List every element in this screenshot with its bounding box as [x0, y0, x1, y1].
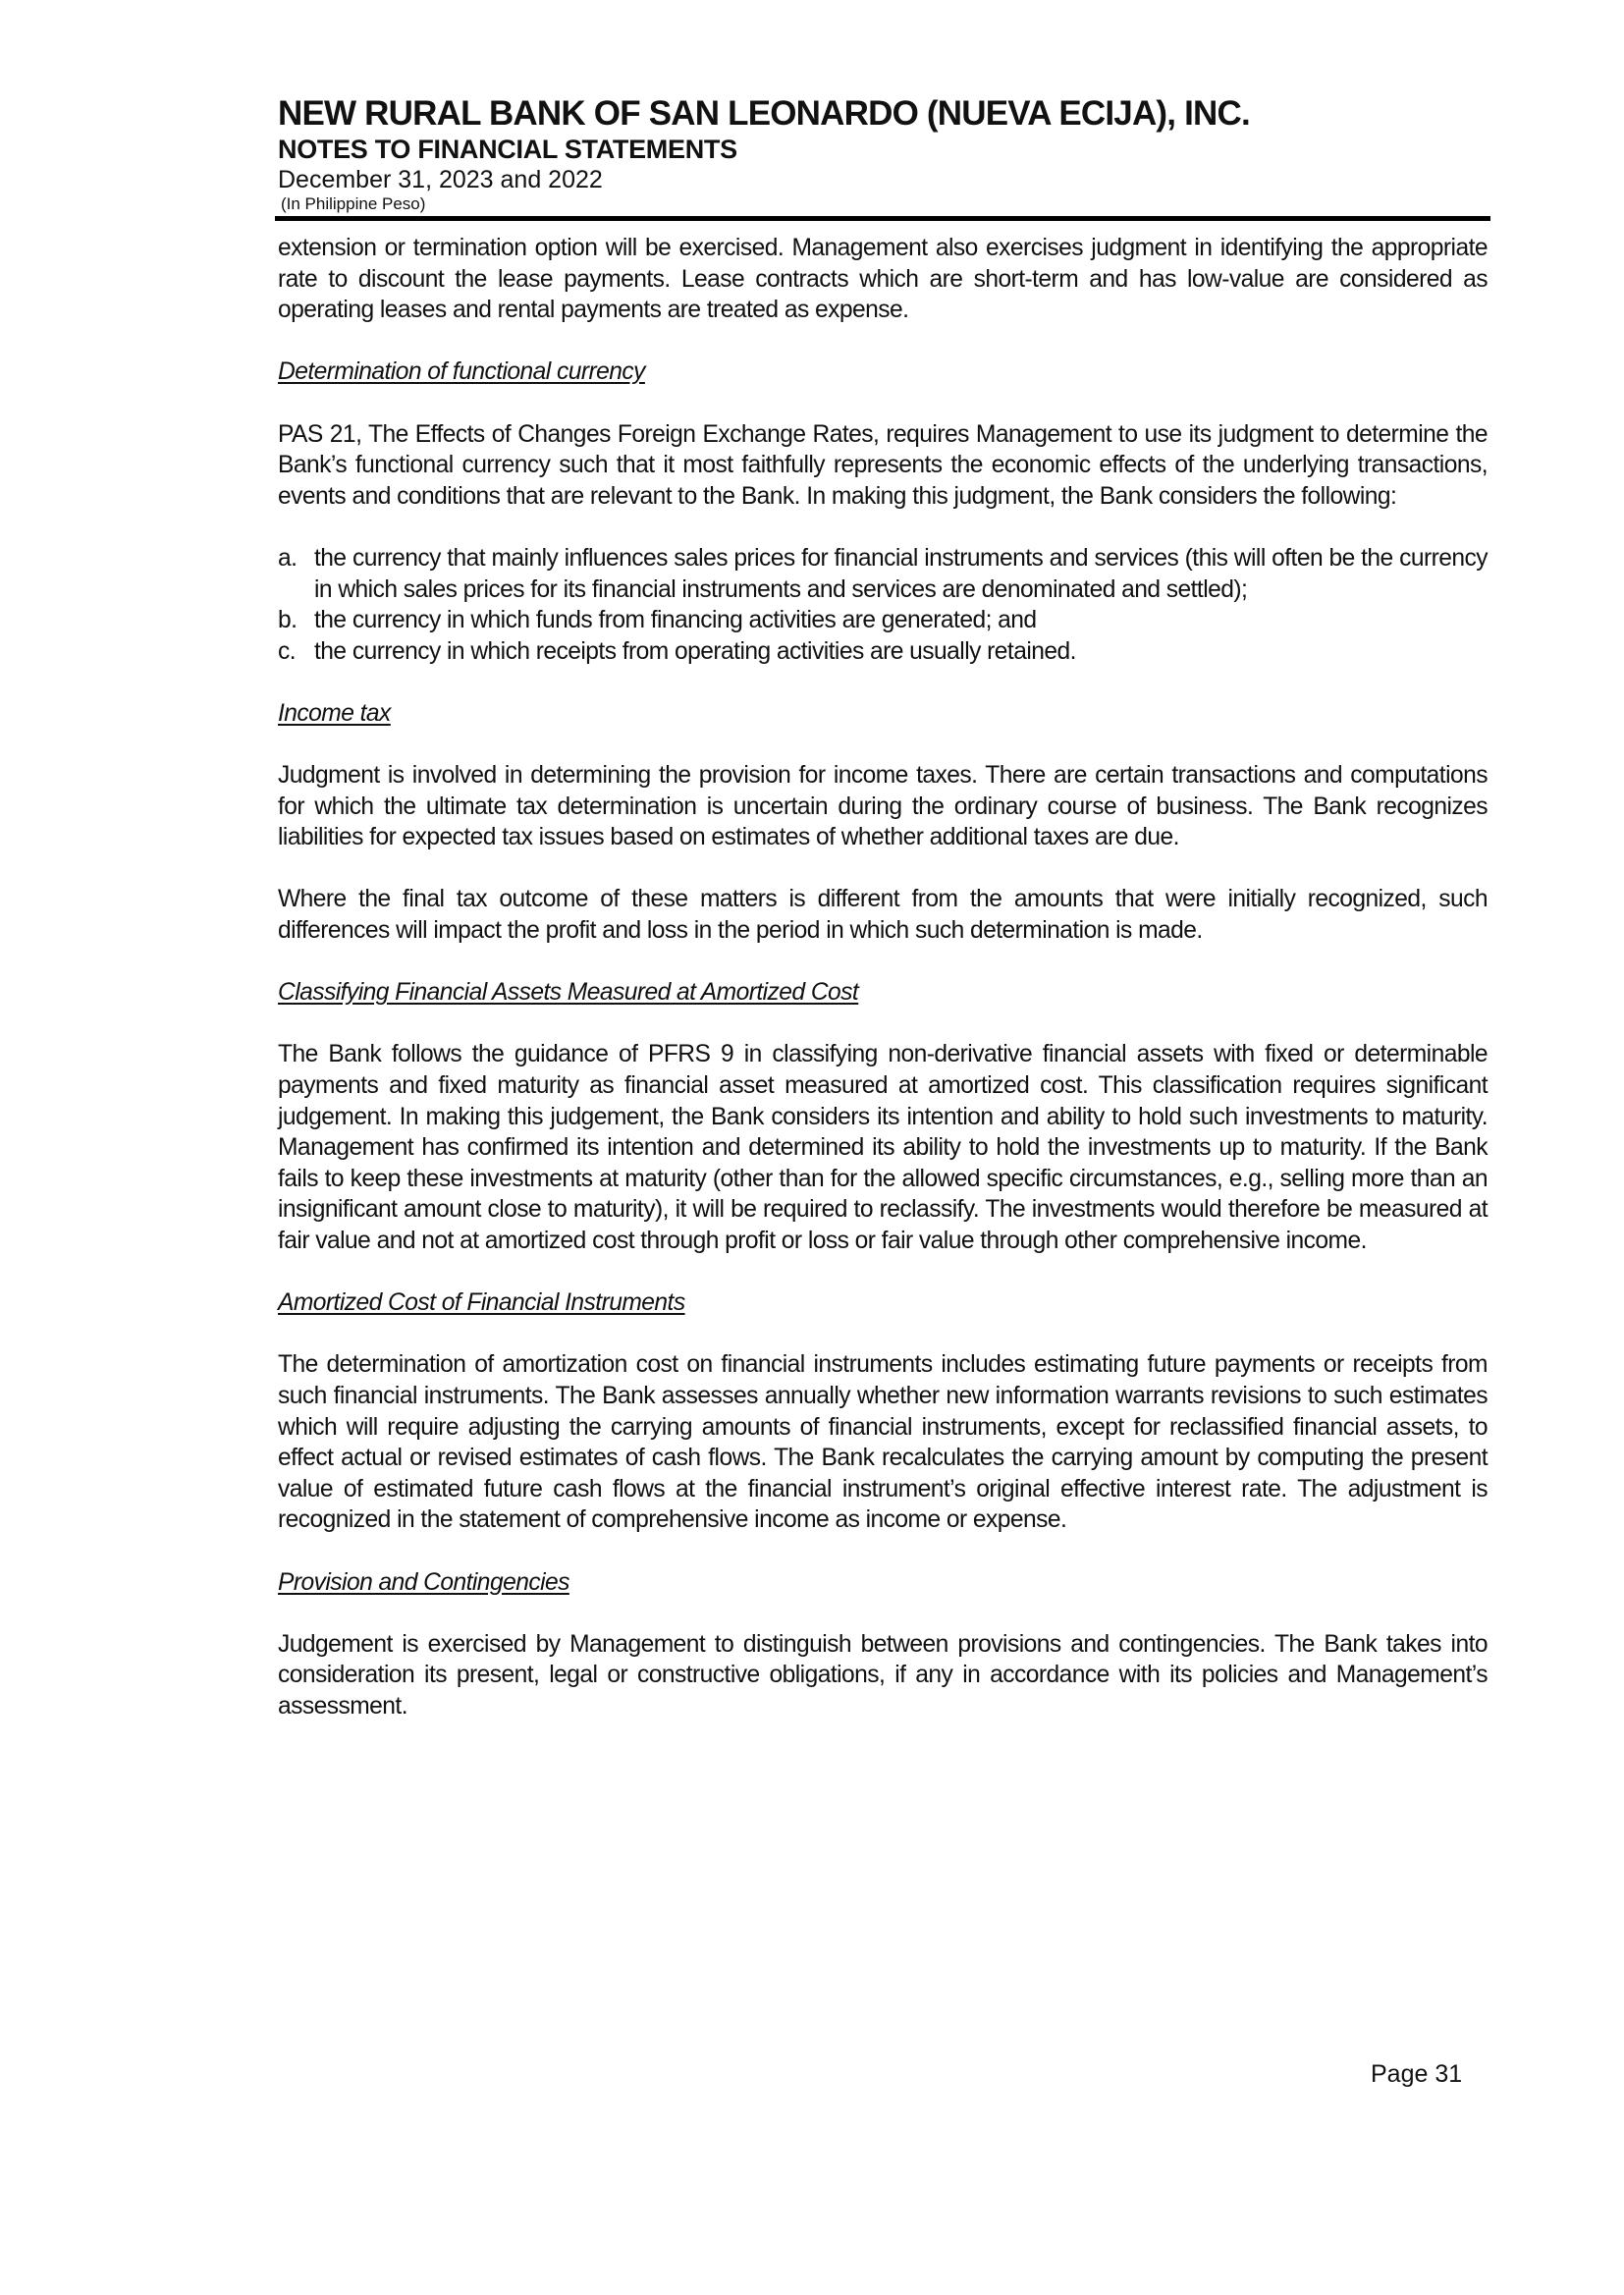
list-marker: c.: [278, 637, 297, 665]
document-title: NOTES TO FINANCIAL STATEMENTS: [278, 135, 737, 164]
section-heading: Amortized Cost of Financial Instruments: [278, 1289, 685, 1317]
document-page: [278, 94, 1488, 1753]
section-provision-contingencies: [278, 1567, 1488, 1722]
document-body: [278, 233, 1488, 1722]
page-number: Page 31: [1371, 2060, 1463, 2088]
currency-note: (In Philippine Peso): [281, 194, 426, 213]
list-text: the currency that mainly influences sales prices for financial instruments and services (this will often be the currency in which sales prices for its financial instruments and services are denominated and settled);: [314, 544, 1488, 603]
section-heading: Classifying Financial Assets Measured at Amortized Cost: [278, 979, 859, 1007]
document-header: [278, 94, 1488, 221]
section-paragraph: The Bank follows the guidance of PFRS 9 in classifying non-derivative financial assets with fixed or determinable payments and fixed maturity as financial asset measured at amortized cost. This classification requires significant judgement. In making this judgement, the Bank considers its intention and ability to hold such investments to maturity. Management has confirmed its intention and determined its ability to hold the investments up to maturity. If the Bank fails to keep these investments at maturity (other than for the allowed specific circumstances, e.g., selling more than an insignificant amount close to maturity), it will be required to reclassify. The investments would therefore be measured at fair value and not at amortized cost through profit or loss or fair value through other comprehensive income.: [278, 1041, 1488, 1254]
list-item: [278, 636, 1488, 668]
section-amortized-cost: [278, 1287, 1488, 1536]
list-item: [278, 605, 1488, 636]
section-paragraph: Judgment is involved in determining the provision for income taxes. There are certain transactions and computations for which the ultimate tax determination is uncertain during the ordinary course of business. The Bank recognizes liabilities for expected tax issues based on estimates of whether additional taxes are due.: [278, 762, 1488, 851]
header-divider: [275, 216, 1490, 221]
list-text: the currency in which funds from financing activities are generated; and: [314, 607, 1037, 634]
list-item: [278, 543, 1488, 605]
list-text: the currency in which receipts from operating activities are usually retained.: [314, 637, 1076, 665]
section-income-tax: [278, 698, 1488, 947]
section-classifying-financial-assets: [278, 977, 1488, 1256]
section-paragraph: The determination of amortization cost on financial instruments includes estimating future payments or receipts from such financial instruments. The Bank assesses annually whether new information warrants revisions to such estimates which will require adjusting the carrying amounts of financial instruments, except for reclassified financial assets, to effect actual or revised estimates of cash flows. The Bank recalculates the carrying amount by computing the present value of estimated future cash flows at the financial instrument’s original effective interest rate. The adjustment is recognized in the statement of comprehensive income as income or expense.: [278, 1351, 1488, 1534]
company-name: NEW RURAL BANK OF SAN LEONARDO (NUEVA ECIJA), INC.: [278, 94, 1250, 133]
intro-paragraph: extension or termination option will be exercised. Management also exercises judgment in identifying the appropriate rate to discount the lease payments. Lease contracts which are short-term and has low-value are considered as operating leases and rental payments are treated as expense.: [278, 235, 1488, 324]
section-paragraph: PAS 21, The Effects of Changes Foreign Exchange Rates, requires Management to use its judgment to determine the Bank’s functional currency such that it most faithfully represents the economic effects of the underlying transactions, events and conditions that are relevant to the Bank. In making this judgment, the Bank considers the following:: [278, 420, 1488, 510]
section-paragraph: Where the final tax outcome of these matters is different from the amounts that were initially recognized, such differences will impact the profit and loss in the period in which such determination is made.: [278, 886, 1488, 945]
list-marker: b.: [278, 607, 298, 634]
list-marker: a.: [278, 544, 298, 572]
reporting-period: December 31, 2023 and 2022: [278, 166, 603, 193]
section-heading: Income tax: [278, 699, 391, 727]
section-functional-currency: [278, 356, 1488, 667]
section-paragraph: Judgement is exercised by Management to distinguish between provisions and contingencies. The Bank takes into consideration its present, legal or constructive obligations, if any in accordance with its policies and Management’s assessment.: [278, 1630, 1488, 1720]
section-heading: Determination of functional currency: [278, 358, 645, 386]
section-heading: Provision and Contingencies: [278, 1568, 569, 1596]
considerations-list: [278, 543, 1488, 667]
